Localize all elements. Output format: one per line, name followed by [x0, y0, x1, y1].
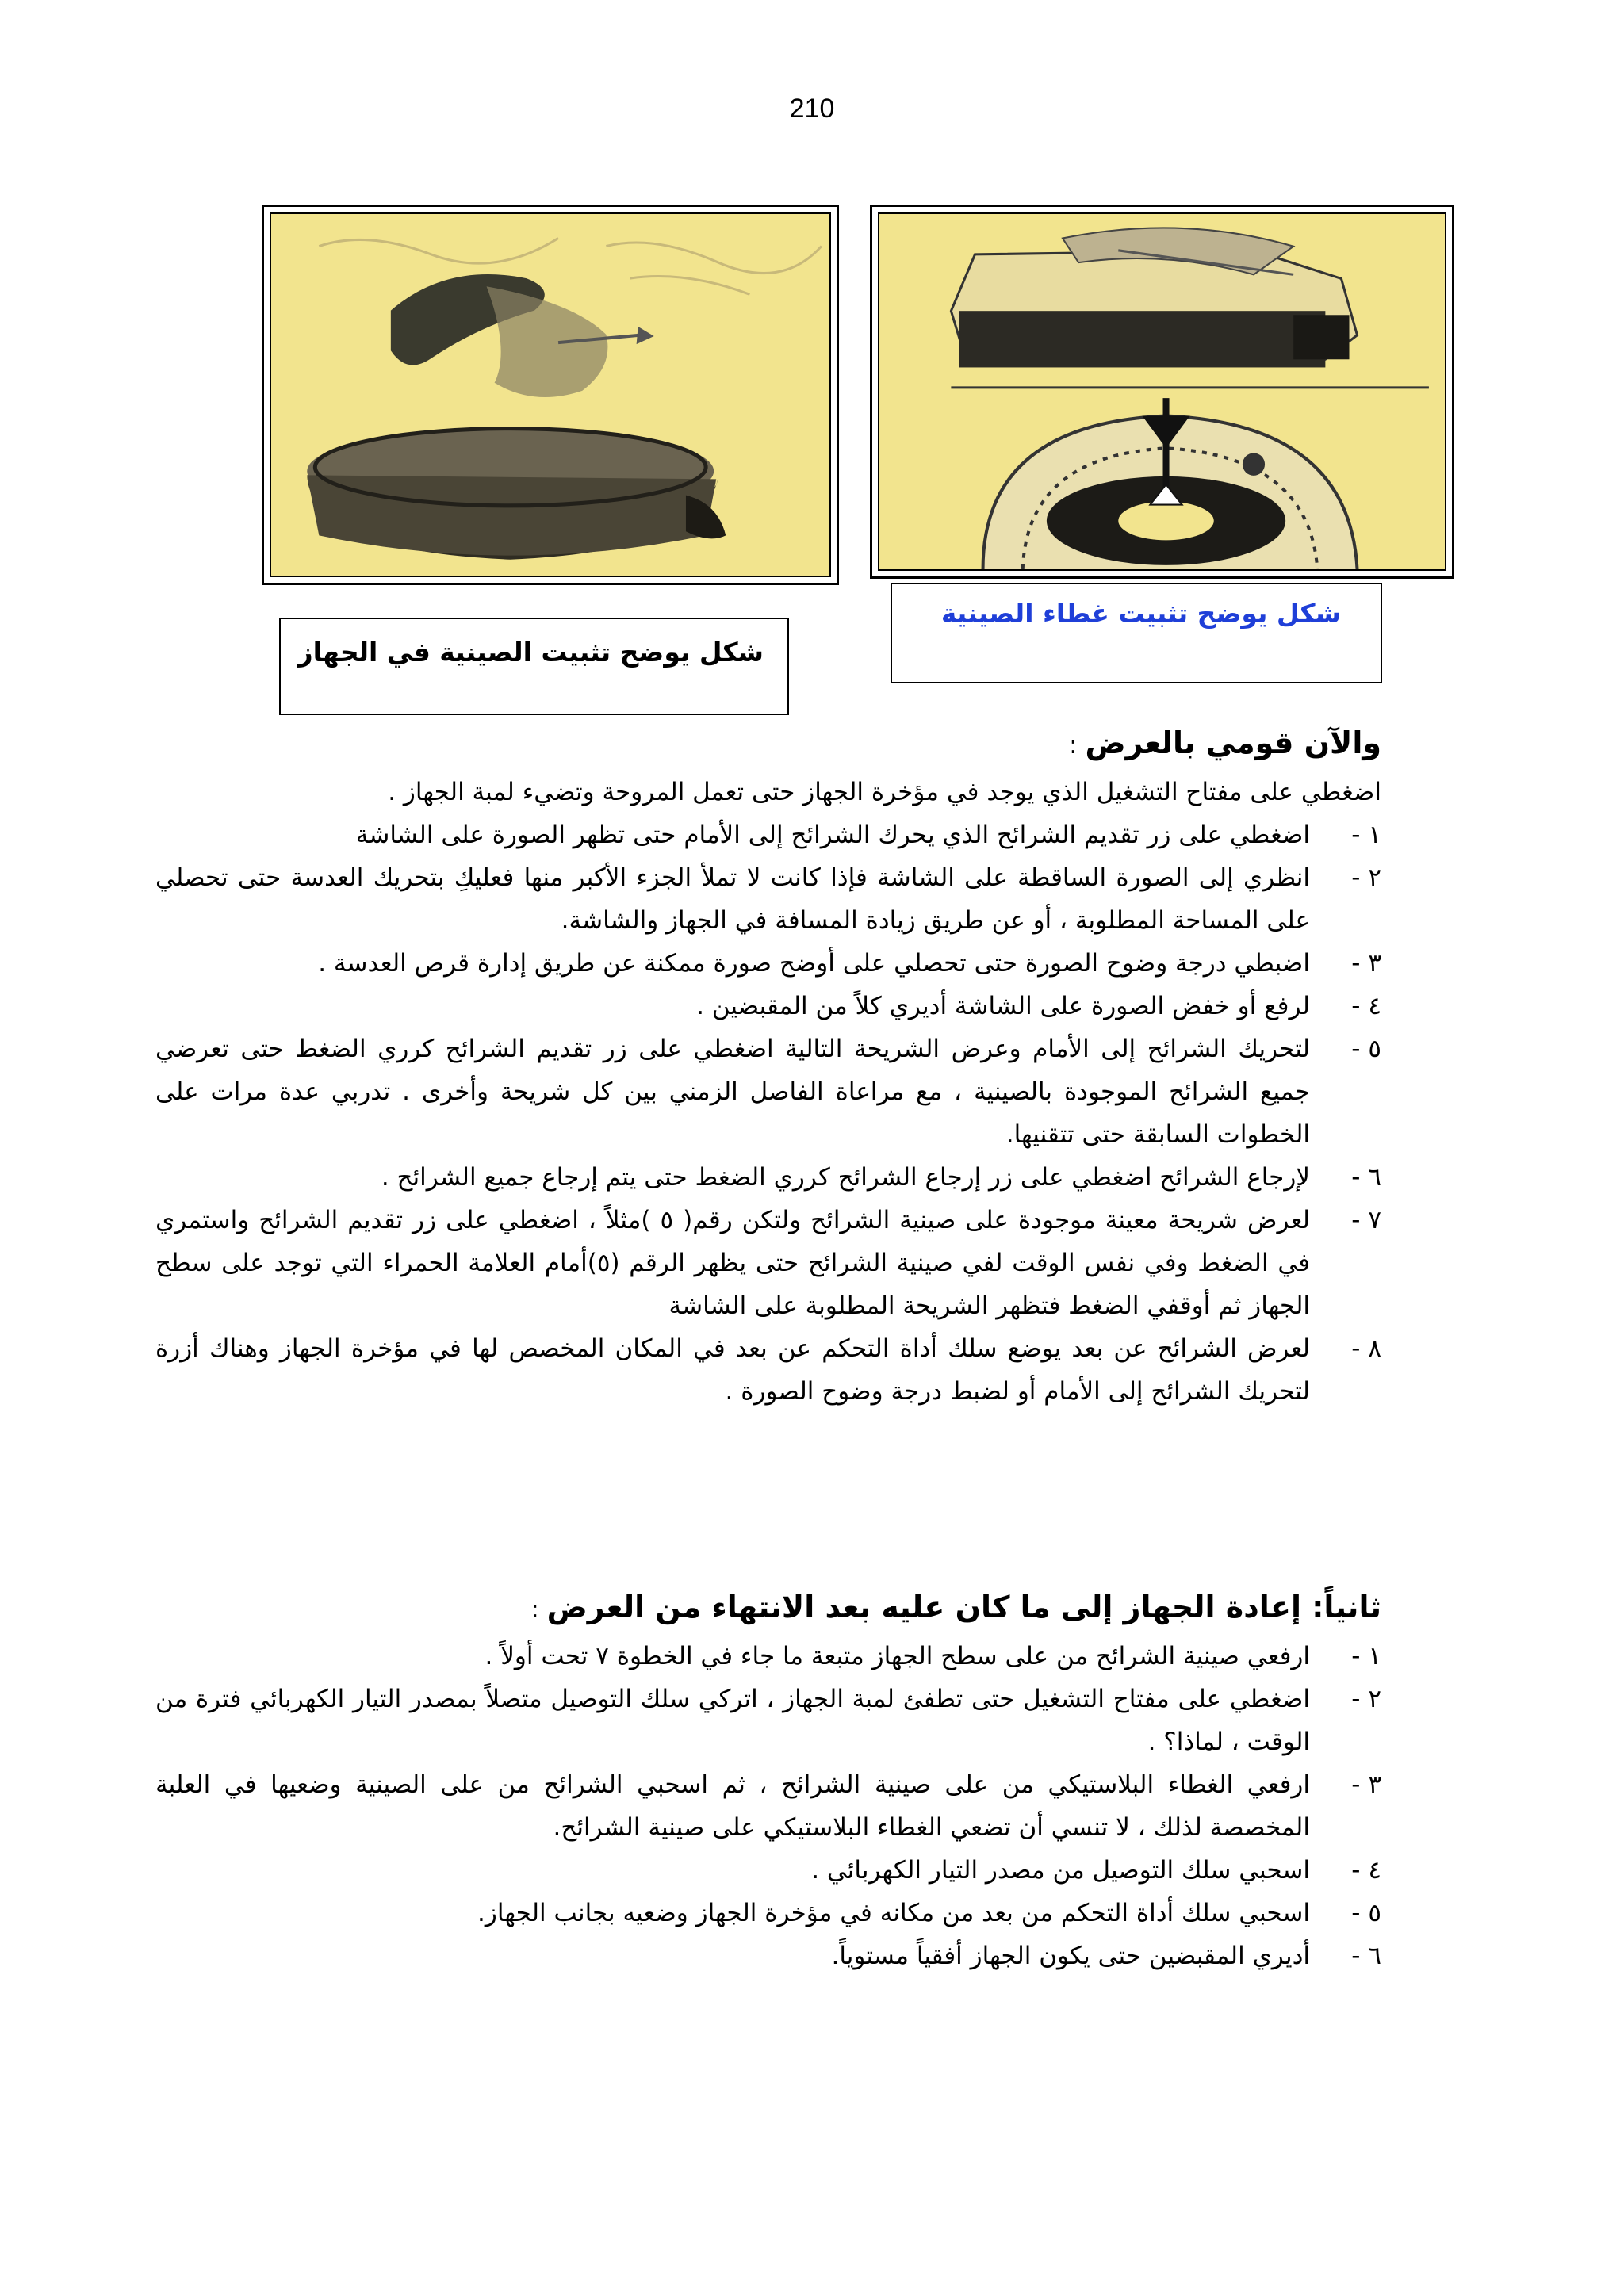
caption-left-text: شكل يوضح تثبيت الصينية في الجهاز — [297, 637, 764, 668]
tray-installation-image — [271, 214, 829, 576]
list-item-text: ارفعي الغطاء البلاستيكي من على صينية الشرائح ، ثم اسحبي الشرائح من على الصينية وضعيها في العلبة المخصصة لذلك ، لا تنسي أن تضعي الغطاء البلاستيكي على صينية الشرائح. — [155, 1770, 1310, 1842]
list-item-number: ٤ - — [1351, 992, 1381, 1020]
list-item — [155, 1027, 1381, 1156]
section2-heading-text: إعادة الجهاز إلى ما كان عليه بعد الانتهاء من العرض — [546, 1590, 1312, 1624]
lid-installation-image — [879, 214, 1445, 569]
page-number: 210 — [789, 94, 835, 124]
list-item-text: اضبطي درجة وضوح الصورة حتى تحصلي على أوضح صورة ممكنة عن طريق إدارة قرص العدسة . — [318, 949, 1310, 978]
list-item — [155, 1199, 1381, 1327]
list-item-number: ١ - — [1351, 821, 1381, 849]
list-item — [155, 1635, 1381, 1678]
figure-lid-installation — [870, 205, 1454, 579]
list-item-text: أديري المقبضين حتى يكون الجهاز أفقياً مستوياً. — [831, 1942, 1310, 1970]
list-item-text: لإرجاع الشرائح اضغطي على زر إرجاع الشرائح كرري الضغط حتى يتم إرجاع جميع الشرائح . — [381, 1163, 1310, 1192]
list-item-number: ٦ - — [1351, 1163, 1381, 1192]
list-item — [155, 942, 1381, 985]
list-item-text: انظري إلى الصورة الساقطة على الشاشة فإذا كانت لا تملأ الجزء الأكبر منها فعليكِ بتحريك العدسة حتى تحصلي على المساحة المطلوبة ، أو عن طريق زيادة المسافة في الجهاز والشاشة. — [155, 863, 1310, 935]
list-item-text: ارفعي صينية الشرائح من على سطح الجهاز متبعة ما جاء في الخطوة ٧ تحت أولاً . — [485, 1642, 1310, 1670]
section1-intro: اضغطي على مفتاح التشغيل الذي يوجد في مؤخرة الجهاز حتى تعمل المروحة وتضيء لمبة الجهاز . — [388, 778, 1381, 806]
list-item — [155, 856, 1381, 942]
list-item — [155, 813, 1381, 856]
list-item — [155, 985, 1381, 1027]
list-item-number: ٣ - — [1351, 1770, 1381, 1799]
list-item-number: ٥ - — [1351, 1035, 1381, 1063]
list-item-text: لتحريك الشرائح إلى الأمام وعرض الشريحة التالية اضغطي على زر تقديم الشرائح كرري الضغط حتى تعرضي جميع الشرائح الموجودة بالصينية ، مع مراعاة الفاصل الزمني بين كل شريحة وأخرى . تدربي عدة مرات على الخطوات السابقة حتى تتقنيها. — [155, 1035, 1310, 1149]
caption-right-text: شكل يوضح تثبيت غطاء الصينية — [940, 598, 1341, 629]
section1-heading-text: والآن قومي بالعرض — [1085, 725, 1381, 760]
list-item-number: ٨ - — [1351, 1334, 1381, 1363]
list-item-text: لعرض شريحة معينة موجودة على صينية الشرائح ولتكن رقم( ٥ )مثلاً ، اضغطي على زر تقديم الشرائح واستمري في الضغط وفي نفس الوقت لفي صينية الشرائح حتى يظهر الرقم (٥)أمام العلامة الحمراء التي توجد على سطح الجهاز ثم أوقفي الضغط فتظهر الشريحة المطلوبة على الشاشة — [155, 1206, 1311, 1320]
list-item-number: ٧ - — [1351, 1206, 1381, 1234]
list-item — [155, 1849, 1381, 1892]
list-item-text: اضغطي على مفتاح التشغيل حتى تطفئ لمبة الجهاز ، اتركي سلك التوصيل متصلاً بمصدر التيار الكهربائي فترة من الوقت ، لماذا؟ . — [155, 1685, 1310, 1756]
list-item-text: لعرض الشرائح عن بعد يوضع سلك أداة التحكم عن بعد في المكان المخصص لها في مؤخرة الجهاز وهناك أزرة لتحريك الشرائح إلى الأمام أو لضبط درجة وضوح الصورة . — [155, 1334, 1310, 1406]
list-item — [155, 1892, 1381, 1934]
list-item — [155, 1156, 1381, 1199]
list-item-number: ٢ - — [1351, 863, 1381, 892]
list-item-number: ٢ - — [1351, 1685, 1381, 1713]
section-restore-device — [155, 1582, 1381, 1977]
list-item — [155, 1763, 1381, 1849]
section2-heading-prefix: ثانياً: — [1312, 1590, 1381, 1624]
list-item-text: لرفع أو خفض الصورة على الشاشة أديري كلاً من المقبضين . — [696, 992, 1310, 1020]
figure-tray-installation — [262, 205, 839, 585]
section-presentation — [155, 718, 1381, 1413]
section1-heading — [155, 718, 1381, 771]
list-item-text: اسحبي سلك أداة التحكم من بعد من مكانه في مؤخرة الجهاز وضعيه بجانب الجهاز. — [477, 1899, 1310, 1927]
caption-tray-installation — [279, 618, 789, 715]
list-item — [155, 1934, 1381, 1977]
list-item — [155, 1678, 1381, 1763]
section2-heading — [155, 1582, 1381, 1635]
list-item-number: ٥ - — [1351, 1899, 1381, 1927]
list-item-number: ٤ - — [1351, 1856, 1381, 1885]
caption-lid-installation — [891, 583, 1382, 683]
list-item-text: اضغطي على زر تقديم الشرائح الذي يحرك الشرائح إلى الأمام حتى تظهر الصورة على الشاشة — [355, 821, 1310, 849]
list-item-number: ٣ - — [1351, 949, 1381, 978]
section2-heading-suffix: : — [530, 1595, 547, 1624]
list-item — [155, 1327, 1381, 1413]
list-item-number: ١ - — [1351, 1642, 1381, 1670]
section1-heading-suffix: : — [1069, 731, 1086, 760]
list-item-text: اسحبي سلك التوصيل من مصدر التيار الكهربائي . — [811, 1856, 1310, 1885]
list-item-number: ٦ - — [1351, 1942, 1381, 1970]
